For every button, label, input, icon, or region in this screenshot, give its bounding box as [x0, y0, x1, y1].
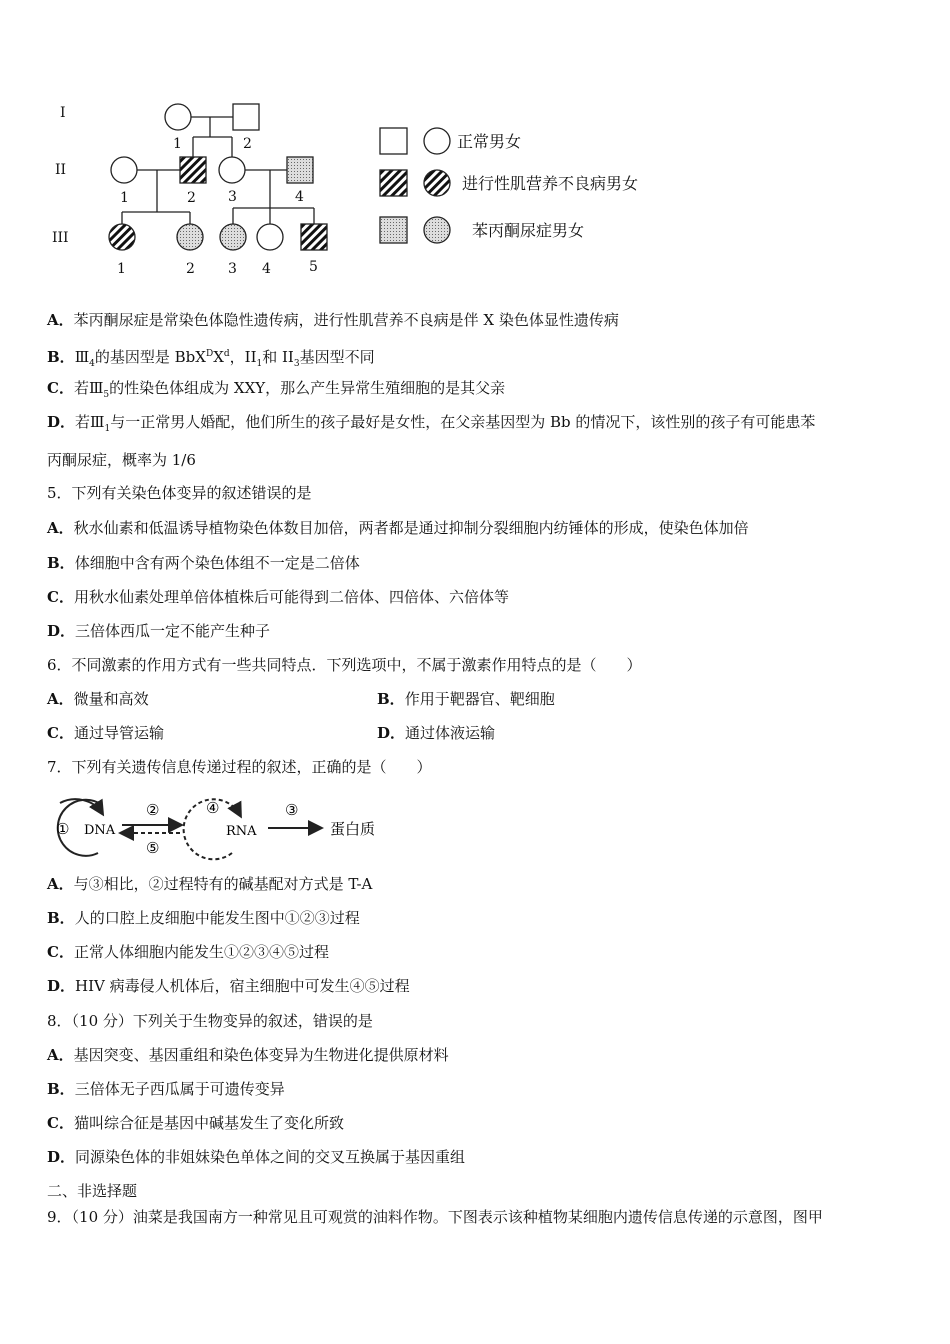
III4-normal-female — [257, 224, 283, 250]
q9-stem: 9．（10 分）油菜是我国南方一种常见且可观赏的油料作物。下图表示该种植物某细胞内遗传信息传递的示意图，图甲 — [47, 1208, 823, 1226]
q7-option-d: D．HIV 病毒侵人机体后，宿主细胞中可发生④⑤过程 — [47, 977, 410, 995]
q4-option-b: B．$Ⅲ_4$的基因型是 $BbX^DX^d$，$II_1$和 $II_3$基因型不同 — [47, 348, 375, 369]
svg-text:4: 4 — [262, 261, 271, 277]
II4-pku-male — [287, 157, 313, 183]
legend-pku-male — [380, 217, 407, 243]
svg-text:2: 2 — [243, 136, 252, 152]
q5-option-a: A．秋水仙素和低温诱导植物染色体数目加倍，两者都是通过抑制分裂细胞内纺锤体的形成，使染色体加倍 — [47, 519, 749, 537]
svg-text:1: 1 — [173, 136, 182, 152]
svg-text:2: 2 — [187, 190, 196, 206]
q8-option-a: A．基因突变、基因重组和染色体变异为生物进化提供原材料 — [47, 1046, 449, 1064]
legend-dmd-female — [424, 170, 450, 196]
II2-dmd-male — [180, 157, 206, 183]
section-heading: 二、非选择题 — [47, 1182, 138, 1200]
label-step-2: ② — [146, 801, 160, 819]
label-protein: 蛋白质 — [330, 820, 376, 838]
label-step-1: ① — [56, 820, 70, 838]
q7-stem: 7．下列有关遗传信息传递过程的叙述，正确的是（ ） — [47, 758, 432, 776]
q6-option-b: B．作用于靶器官、靶细胞 — [377, 690, 555, 708]
gen-label: III — [52, 230, 69, 246]
label-step-3: ③ — [285, 801, 299, 819]
legend-normal-female — [424, 128, 450, 154]
label-step-4: ④ — [206, 799, 220, 817]
q4-option-c: C．若$Ⅲ_5$的性染色体组成为 XXY，那么产生异常生殖细胞的是其父亲 — [47, 379, 506, 400]
svg-text:1: 1 — [120, 190, 129, 206]
q5-stem: 5．下列有关染色体变异的叙述错误的是 — [47, 484, 312, 502]
svg-text:5: 5 — [309, 259, 318, 275]
q5-option-c: C．用秋水仙素处理单倍体植株后可能得到二倍体、四倍体、六倍体等 — [47, 588, 509, 606]
svg-text:3: 3 — [228, 261, 237, 277]
II3-normal-female — [219, 157, 245, 183]
II1-normal-female — [111, 157, 137, 183]
q6-option-c: C．通过导管运输 — [47, 724, 164, 742]
q8-option-d: D．同源染色体的非姐妹染色单体之间的交叉互换属于基因重组 — [47, 1148, 466, 1166]
q8-option-c: C．猫叫综合征是基因中碱基发生了变化所致 — [47, 1114, 344, 1132]
label-rna: RNA — [226, 824, 257, 839]
III5-dmd-male — [301, 224, 327, 250]
genetic-info-flow-diagram — [40, 785, 440, 865]
legend-normal-male — [380, 128, 407, 154]
svg-text:3: 3 — [228, 189, 237, 205]
label-dna: DNA — [84, 823, 116, 838]
q5-option-d: D．三倍体西瓜一定不能产生种子 — [47, 622, 271, 640]
legend-pku-female — [424, 217, 450, 243]
q8-option-b: B．三倍体无子西瓜属于可遗传变异 — [47, 1080, 285, 1098]
q4-option-a: A．苯丙酮尿症是常染色体隐性遗传病，进行性肌营养不良病是伴 X 染色体显性遗传病 — [47, 311, 619, 329]
q4-option-d-cont: 丙酮尿症，概率为 1/6 — [47, 451, 196, 469]
q6-stem: 6．不同激素的作用方式有一些共同特点．下列选项中，不属于激素作用特点的是（ ） — [47, 656, 642, 674]
svg-text:1: 1 — [117, 261, 126, 277]
q6-option-d: D．通过体液运输 — [377, 724, 496, 742]
pedigree-chart — [0, 0, 700, 290]
III1-dmd-female — [109, 224, 135, 250]
q7-option-c: C．正常人体细胞内能发生①②③④⑤过程 — [47, 943, 329, 961]
q7-option-a: A．与③相比，②过程特有的碱基配对方式是 T-A — [47, 875, 373, 893]
legend-label: 进行性肌营养不良病男女 — [462, 174, 639, 193]
q8-stem: 8．（10 分）下列关于生物变异的叙述，错误的是 — [47, 1012, 373, 1030]
legend-label: 苯丙酮尿症男女 — [472, 221, 585, 240]
III2-pku-female — [177, 224, 203, 250]
legend-label: 正常男女 — [457, 132, 522, 151]
gen-label: II — [55, 162, 67, 178]
legend-dmd-male — [380, 170, 407, 196]
I1-normal-female — [165, 104, 191, 130]
I2-normal-male — [233, 104, 259, 130]
label-step-5: ⑤ — [146, 839, 160, 857]
svg-text:4: 4 — [295, 189, 304, 205]
q5-option-b: B．体细胞中含有两个染色体组不一定是二倍体 — [47, 554, 360, 572]
q4-option-d: D．若$Ⅲ_1$与一正常男人婚配，他们所生的孩子最好是女性，在父亲基因型为 Bb 的情况下，该性别的孩子有可能患苯 — [47, 413, 816, 434]
svg-text:2: 2 — [186, 261, 195, 277]
q6-option-a: A．微量和高效 — [47, 690, 149, 708]
gen-label: I — [60, 105, 66, 121]
q7-option-b: B．人的口腔上皮细胞中能发生图中①②③过程 — [47, 909, 360, 927]
III3-pku-female — [220, 224, 246, 250]
